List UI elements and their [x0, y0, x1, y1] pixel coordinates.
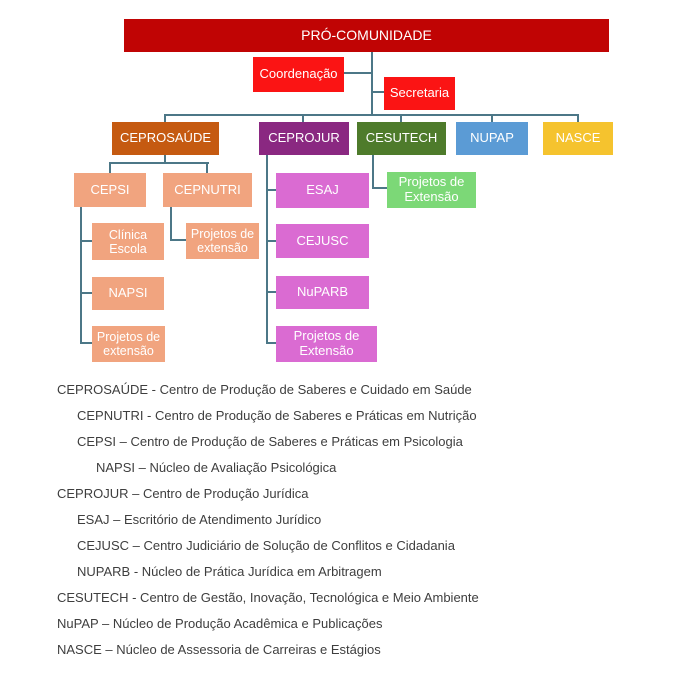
legend	[0, 377, 673, 663]
node-clinica-escola: Clínica Escola	[92, 223, 164, 260]
node-projetos-extensao-cesutech: Projetos de Extensão	[387, 172, 476, 208]
connector-projetos-cesutech	[372, 187, 387, 189]
node-cepnutri: CEPNUTRI	[163, 173, 252, 207]
connector-ceprojur-spine	[266, 155, 268, 343]
connector-stub-nupap	[491, 114, 493, 122]
connector-stub-cesutech	[400, 114, 402, 122]
legend-line-cepsi: CEPSI – Centro de Produção de Saberes e Práticas em Psicologia	[77, 434, 463, 449]
node-nuparb: NuPARB	[276, 276, 369, 309]
node-esaj: ESAJ	[276, 173, 369, 208]
legend-line-cesutech: CESUTECH - Centro de Gestão, Inovação, Tecnológica e Meio Ambiente	[57, 590, 479, 605]
legend-line-nuparb: NUPARB - Núcleo de Prática Jurídica em Arbitragem	[77, 564, 382, 579]
connector-cesutech-spine	[372, 155, 374, 189]
node-coordenacao: Coordenação	[253, 57, 344, 92]
connector-cepsi-spine	[80, 207, 82, 344]
node-cejusc: CEJUSC	[276, 224, 369, 258]
node-ceprojur: CEPROJUR	[259, 122, 349, 155]
connector-cepnutri-spine	[170, 207, 172, 241]
node-napsi: NAPSI	[92, 277, 164, 310]
legend-line-nasce: NASCE – Núcleo de Assessoria de Carreiras e Estágios	[57, 642, 381, 657]
connector-nuparb	[266, 291, 276, 293]
legend-line-nupap: NuPAP – Núcleo de Produção Acadêmica e Publicações	[57, 616, 383, 631]
connector-ceprosaude-rail	[109, 162, 209, 164]
node-secretaria: Secretaria	[384, 77, 455, 110]
legend-line-napsi: NAPSI – Núcleo de Avaliação Psicológica	[96, 460, 337, 475]
legend-line-ceprojur: CEPROJUR – Centro de Produção Jurídica	[57, 486, 309, 501]
connector-stub-cepnutri	[206, 162, 208, 173]
connector-esaj	[266, 189, 276, 191]
connector-projetos-cepnutri	[170, 239, 186, 241]
connector-stub-ceprojur	[302, 114, 304, 122]
node-projetos-extensao-ceprojur: Projetos de Extensão	[276, 326, 377, 362]
connector-clinica-escola	[80, 240, 92, 242]
node-projetos-extensao-cepnutri: Projetos de extensão	[186, 223, 259, 259]
connector-projetos-cepsi	[80, 342, 92, 344]
node-nupap: NUPAP	[456, 122, 528, 155]
node-nasce: NASCE	[543, 122, 613, 155]
connector-secretaria	[373, 91, 384, 93]
node-projetos-extensao-cepsi: Projetos de extensão	[92, 326, 165, 362]
connector-level2-rail	[164, 114, 579, 116]
connector-trunk	[371, 52, 373, 115]
legend-line-cepnutri: CEPNUTRI - Centro de Produção de Saberes e Práticas em Nutrição	[77, 408, 477, 423]
node-cesutech: CESUTECH	[357, 122, 446, 155]
connector-stub-nasce	[577, 114, 579, 122]
legend-line-esaj: ESAJ – Escritório de Atendimento Jurídico	[77, 512, 322, 527]
node-ceprosaude: CEPROSAÚDE	[112, 122, 219, 155]
node-cepsi: CEPSI	[74, 173, 146, 207]
node-pro-comunidade: PRÓ-COMUNIDADE	[124, 19, 609, 52]
connector-coordenacao	[344, 72, 371, 74]
connector-napsi	[80, 292, 92, 294]
connector-stub-cepsi	[109, 162, 111, 173]
connector-stub-ceprosaude	[164, 114, 166, 122]
legend-line-ceprosaude: CEPROSAÚDE - Centro de Produção de Saberes e Cuidado em Saúde	[57, 382, 472, 397]
connector-projetos-ceprojur	[266, 342, 276, 344]
connector-cejusc	[266, 240, 276, 242]
legend-line-cejusc: CEJUSC – Centro Judiciário de Solução de Conflitos e Cidadania	[77, 538, 455, 553]
